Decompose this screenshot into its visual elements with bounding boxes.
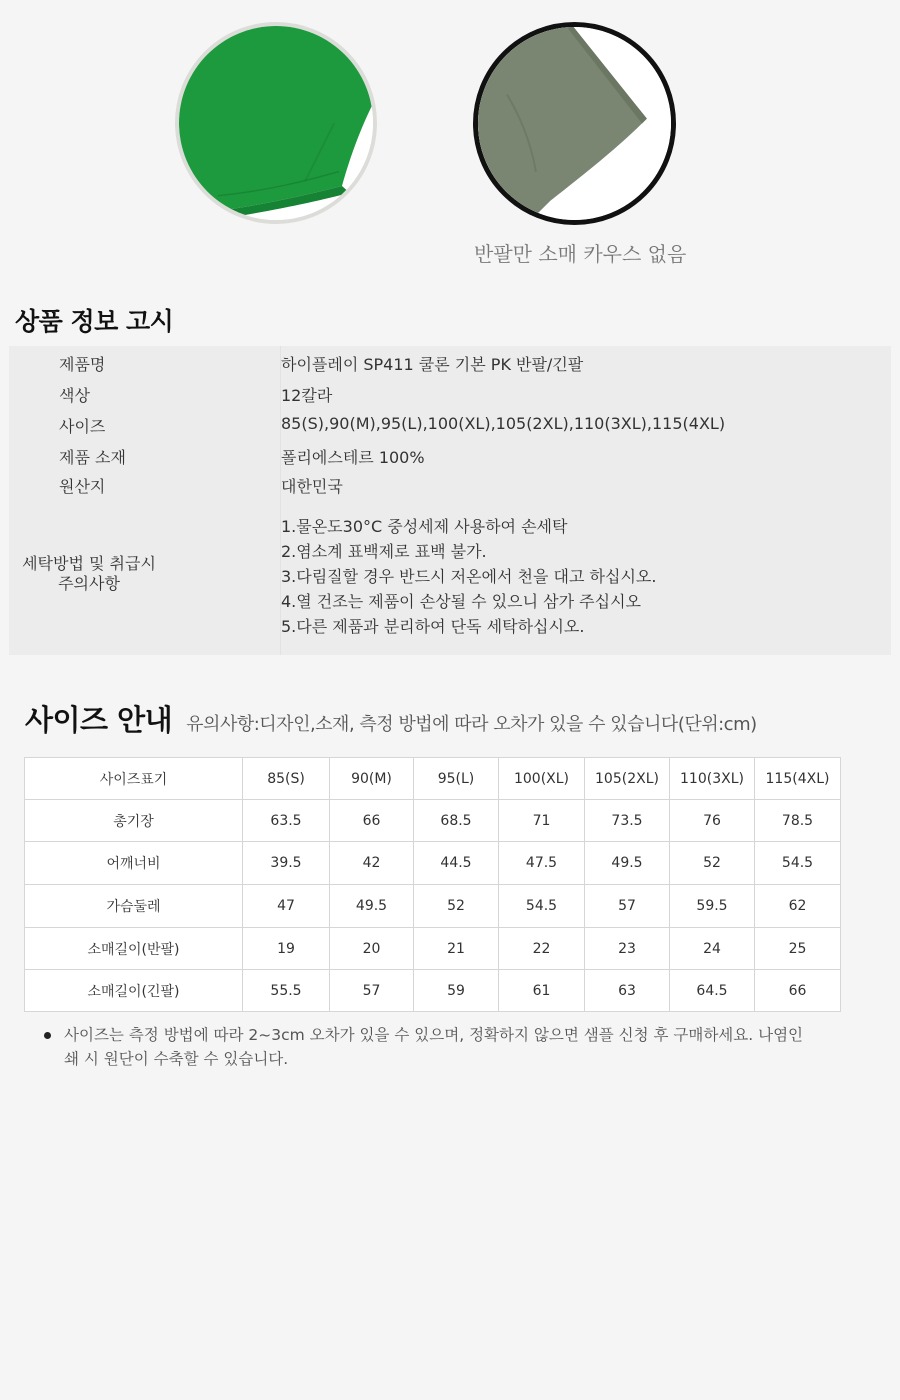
info-label-care (9, 554, 169, 594)
table-cell: 63 (585, 970, 670, 1012)
size-guide-title: 사이즈 안내 (25, 703, 173, 737)
table-cell: 24 (670, 928, 755, 970)
table-cell: 63.5 (243, 800, 330, 842)
row-label: 어깨너비 (25, 842, 243, 885)
gray-sleeve-image (473, 22, 676, 225)
bullet-icon (44, 1032, 51, 1039)
header-cell: 95(L) (414, 758, 499, 800)
table-row (25, 970, 841, 1012)
table-cell: 68.5 (414, 800, 499, 842)
table-cell: 54.5 (499, 885, 585, 928)
table-cell: 57 (330, 970, 414, 1012)
table-cell: 44.5 (414, 842, 499, 885)
table-cell: 61 (499, 970, 585, 1012)
table-cell: 52 (414, 885, 499, 928)
size-guide-note: 유의사항:디자인,소재, 측정 방법에 따라 오차가 있을 수 있습니다(단위:cm) (186, 714, 757, 735)
info-label-origin: 원산지 (59, 477, 106, 496)
table-cell: 59.5 (670, 885, 755, 928)
row-label: 소매길이(반팔) (25, 928, 243, 970)
product-info-table (9, 346, 891, 655)
table-row (25, 885, 841, 928)
table-cell: 55.5 (243, 970, 330, 1012)
table-cell: 62 (755, 885, 841, 928)
size-footnote (44, 1023, 814, 1071)
table-cell: 49.5 (585, 842, 670, 885)
table-cell: 22 (499, 928, 585, 970)
care-item: 1.물온도30°C 중성세제 사용하여 손세탁 (281, 517, 568, 536)
info-value-color: 12칼라 (281, 386, 333, 405)
product-info-heading: 상품 정보 고시 (15, 307, 174, 336)
care-item: 5.다른 제품과 분리하여 단독 세탁하십시오. (281, 617, 585, 636)
table-cell: 39.5 (243, 842, 330, 885)
care-instructions-list (281, 514, 656, 639)
table-row (25, 928, 841, 970)
table-cell: 54.5 (755, 842, 841, 885)
info-label-color: 색상 (59, 386, 90, 405)
info-value-name: 하이플레이 SP411 쿨론 기본 PK 반팔/긴팔 (281, 355, 584, 374)
info-value-material: 폴리에스테르 100% (281, 448, 425, 467)
care-item: 4.열 건조는 제품이 손상될 수 있으니 삼가 주십시오 (281, 592, 641, 611)
table-row (25, 800, 841, 842)
table-cell: 57 (585, 885, 670, 928)
table-cell: 20 (330, 928, 414, 970)
header-cell: 100(XL) (499, 758, 585, 800)
sleeve-caption: 반팔만 소매 카우스 없음 (474, 242, 687, 266)
header-cell: 115(4XL) (755, 758, 841, 800)
table-cell: 78.5 (755, 800, 841, 842)
header-cell: 105(2XL) (585, 758, 670, 800)
table-cell: 52 (670, 842, 755, 885)
header-cell: 110(3XL) (670, 758, 755, 800)
size-guide-heading (25, 698, 757, 739)
table-cell: 19 (243, 928, 330, 970)
info-value-origin: 대한민국 (281, 477, 343, 496)
info-value-size: 85(S),90(M),95(L),100(XL),105(2XL),110(3XL),115(4XL) (281, 414, 726, 433)
table-cell: 73.5 (585, 800, 670, 842)
info-label-material: 제품 소재 (59, 448, 126, 467)
table-cell: 21 (414, 928, 499, 970)
row-label: 총기장 (25, 800, 243, 842)
table-row (25, 842, 841, 885)
header-cell: 사이즈표기 (25, 758, 243, 800)
table-cell: 25 (755, 928, 841, 970)
header-cell: 90(M) (330, 758, 414, 800)
table-cell: 42 (330, 842, 414, 885)
size-table-header-row (25, 758, 841, 800)
table-cell: 71 (499, 800, 585, 842)
footnote-text: 사이즈는 측정 방법에 따라 2~3cm 오차가 있을 수 있으며, 정확하지 않으면 샘플 신청 후 구매하세요. 나염인쇄 시 원단이 수축할 수 있습니다. (64, 1026, 804, 1068)
care-label-line1: 세탁방법 및 취급시 (22, 554, 156, 573)
header-cell: 85(S) (243, 758, 330, 800)
info-label-size: 사이즈 (59, 417, 106, 436)
table-cell: 59 (414, 970, 499, 1012)
table-cell: 64.5 (670, 970, 755, 1012)
table-cell: 23 (585, 928, 670, 970)
care-item: 3.다림질할 경우 반드시 저온에서 천을 대고 하십시오. (281, 567, 657, 586)
row-label: 소매길이(긴팔) (25, 970, 243, 1012)
size-table (24, 757, 841, 1012)
care-label-line2: 주의사항 (58, 574, 120, 593)
table-cell: 66 (755, 970, 841, 1012)
table-cell: 47.5 (499, 842, 585, 885)
green-sleeve-image (175, 22, 377, 224)
info-label-name: 제품명 (59, 355, 106, 374)
table-cell: 76 (670, 800, 755, 842)
care-item: 2.염소계 표백제로 표백 불가. (281, 542, 487, 561)
table-cell: 47 (243, 885, 330, 928)
row-label: 가슴둘레 (25, 885, 243, 928)
table-cell: 66 (330, 800, 414, 842)
table-cell: 49.5 (330, 885, 414, 928)
